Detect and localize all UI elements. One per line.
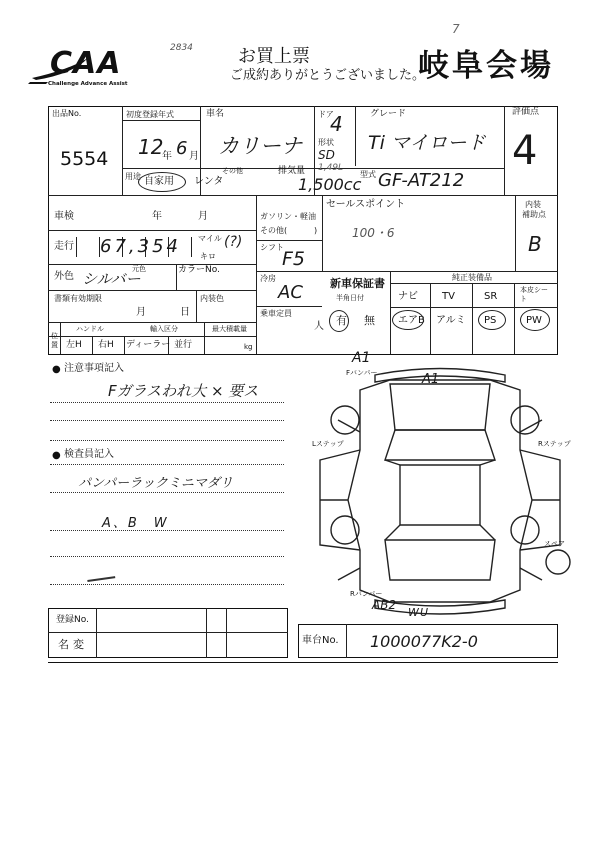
notes-label: 注意事項記入 xyxy=(64,363,124,374)
model-label: 型式 xyxy=(360,170,376,179)
venue-title: 岐阜会場 xyxy=(418,48,554,84)
equip-ps: PS xyxy=(484,315,497,326)
import-parallel: 並行 xyxy=(174,340,193,350)
use-option-other: その他 xyxy=(222,167,243,175)
equip-airbag: エアB xyxy=(398,315,425,326)
equip-alumi: アルミ xyxy=(436,315,466,326)
scribble-mark xyxy=(87,576,116,592)
car-name-value: カリーナ xyxy=(218,134,302,158)
equip-label: 純正装備品 xyxy=(452,273,492,282)
reg-no-label: 登録No. xyxy=(56,615,89,625)
warranty-label: 新車保証書 xyxy=(330,277,385,290)
shift-value: F5 xyxy=(282,248,306,270)
warranty-yes: 有 xyxy=(336,314,347,327)
model-value: GF-AT212 xyxy=(378,170,465,191)
use-label: 用途 xyxy=(125,172,141,181)
damage-mark-ab2: AB2 xyxy=(372,598,397,612)
use-option-private: 自家用 xyxy=(144,176,174,187)
equip-pw-circle xyxy=(520,309,550,331)
grade-value: Ti マイロード xyxy=(368,132,486,154)
capacity-label: 乗車定員 xyxy=(260,309,292,318)
import-label: 輸入区分 xyxy=(150,325,178,333)
spare-label: スペア xyxy=(544,540,565,548)
lot-label: 出品No. xyxy=(52,109,82,118)
notes-value: Fガラスわれ大 × 要ス xyxy=(108,382,259,400)
papers-day: 日 xyxy=(180,307,190,318)
warranty-sub: 半角日付 xyxy=(336,294,364,302)
capacity-unit: 人 xyxy=(314,321,324,332)
inspector-bullet-icon: ● xyxy=(52,450,61,461)
reg-label: 初度登録年式 xyxy=(126,110,174,119)
grade-label: グレード xyxy=(370,109,407,119)
car-diagram xyxy=(300,350,580,630)
ext-color-label: 外色 xyxy=(54,271,74,282)
inspector-line2: A、B W xyxy=(102,516,169,531)
equip-tv: TV xyxy=(442,291,455,302)
use-option-rental: レンタ xyxy=(194,176,224,187)
chassis-label: 車台No. xyxy=(302,635,339,646)
reg-month: 6 xyxy=(176,138,188,159)
score-label: 評価点 xyxy=(512,107,540,117)
mile-mark: (?) xyxy=(224,234,243,250)
spare-tire-icon xyxy=(546,550,570,574)
damage-mark-a1-hood: A1 xyxy=(422,372,440,387)
mile-label: マイル xyxy=(198,234,222,243)
displacement-label: 排気量 xyxy=(278,166,306,176)
car-name-label: 車名 xyxy=(206,109,225,119)
int-color-label: 内装色 xyxy=(200,294,224,303)
warranty-yes-circle xyxy=(329,310,349,332)
l-step-label: Lステップ xyxy=(312,440,344,448)
sales-point-value: 100・6 xyxy=(352,226,395,240)
damage-mark-a1-front: A1 xyxy=(352,350,371,366)
doors-value: 4 xyxy=(330,112,343,136)
doors-label: ドア xyxy=(318,110,334,119)
mileage-label: 走行 xyxy=(54,241,74,252)
interior-sub: 補助点 xyxy=(522,210,546,219)
logo-text: CAA xyxy=(50,46,122,81)
displacement-small: 1,49L xyxy=(318,163,344,173)
weight-label: 最大積載量 xyxy=(212,325,247,333)
body-label: 形状 xyxy=(318,138,334,147)
mileage-value: 67,354 xyxy=(100,236,181,257)
shift-label: シフト xyxy=(260,243,284,252)
sales-point-label: セールスポイント xyxy=(326,199,406,210)
equip-ps-circle xyxy=(478,310,506,330)
km-label: キロ xyxy=(200,252,216,261)
thanks-text: ご成約ありがとうございました。 xyxy=(230,68,426,83)
ac-value: AC xyxy=(278,282,303,303)
inspector-line1: パンパーラックミニマダリ xyxy=(78,476,233,491)
interior-label: 内装 xyxy=(525,200,541,209)
chassis-value: 1000077K2-0 xyxy=(370,632,478,651)
score-value: 4 xyxy=(512,128,538,174)
handle-label: ハンドル xyxy=(76,325,104,333)
fuel-other: その他( xyxy=(260,226,288,235)
f-bumper-label: Fバンパー xyxy=(346,369,378,377)
r-step-label: Rステップ xyxy=(538,440,571,448)
papers-label: 書類有効期限 xyxy=(54,294,102,303)
logo xyxy=(28,48,146,88)
warranty-no: 無 xyxy=(364,314,375,327)
equip-sr: SR xyxy=(484,291,498,302)
handle-left: 左H xyxy=(66,340,82,350)
damage-mark-u: U xyxy=(420,606,429,619)
reg-year: 12 xyxy=(138,135,164,159)
import-dealer: ディーラー xyxy=(126,340,171,350)
equip-navi: ナビ xyxy=(398,291,418,302)
papers-month: 月 xyxy=(136,307,146,318)
inspector-label: 検査員記入 xyxy=(64,449,114,460)
body-value: SD xyxy=(318,148,335,162)
fuel-label: ガソリン・軽油 xyxy=(260,212,316,221)
ext-color-value: シルバー xyxy=(82,270,141,288)
color-no-label: カラーNo. xyxy=(178,265,220,275)
displacement-value: 1,500cc xyxy=(298,175,362,194)
weight-unit: kg xyxy=(244,343,253,351)
position-label: 位置 xyxy=(51,332,58,349)
logo-subtitle: Challenge Advance Assist xyxy=(48,81,128,87)
shaken-year: 年 xyxy=(152,211,162,222)
ticket-number: 2834 xyxy=(170,43,193,53)
name-change-label: 名変 xyxy=(58,638,88,651)
shaken-month: 月 xyxy=(198,211,208,222)
equip-leather: 本皮シート xyxy=(520,286,548,303)
tire-front-left-icon xyxy=(331,406,359,434)
shaken-label: 車検 xyxy=(54,211,74,222)
fuel-close: ) xyxy=(314,226,318,235)
handle-right: 右H xyxy=(98,340,114,350)
r-bumper-label: Rバンパー xyxy=(350,590,383,598)
page-title: お買上票 xyxy=(238,46,310,67)
equip-pw: PW xyxy=(526,315,542,326)
corner-mark: 7 xyxy=(452,22,460,36)
interior-value: B xyxy=(528,232,542,256)
use-selected-circle xyxy=(138,172,186,192)
notes-bullet-icon: ● xyxy=(52,364,61,375)
lot-value: 5554 xyxy=(60,148,109,170)
reg-month-unit: 月 xyxy=(189,151,199,162)
ac-label: 冷房 xyxy=(260,274,276,283)
equip-airbag-circle xyxy=(392,310,424,330)
orig-color-label: 元色 xyxy=(132,265,146,273)
reg-year-unit: 年 xyxy=(162,151,172,162)
damage-mark-w: W xyxy=(408,606,419,619)
